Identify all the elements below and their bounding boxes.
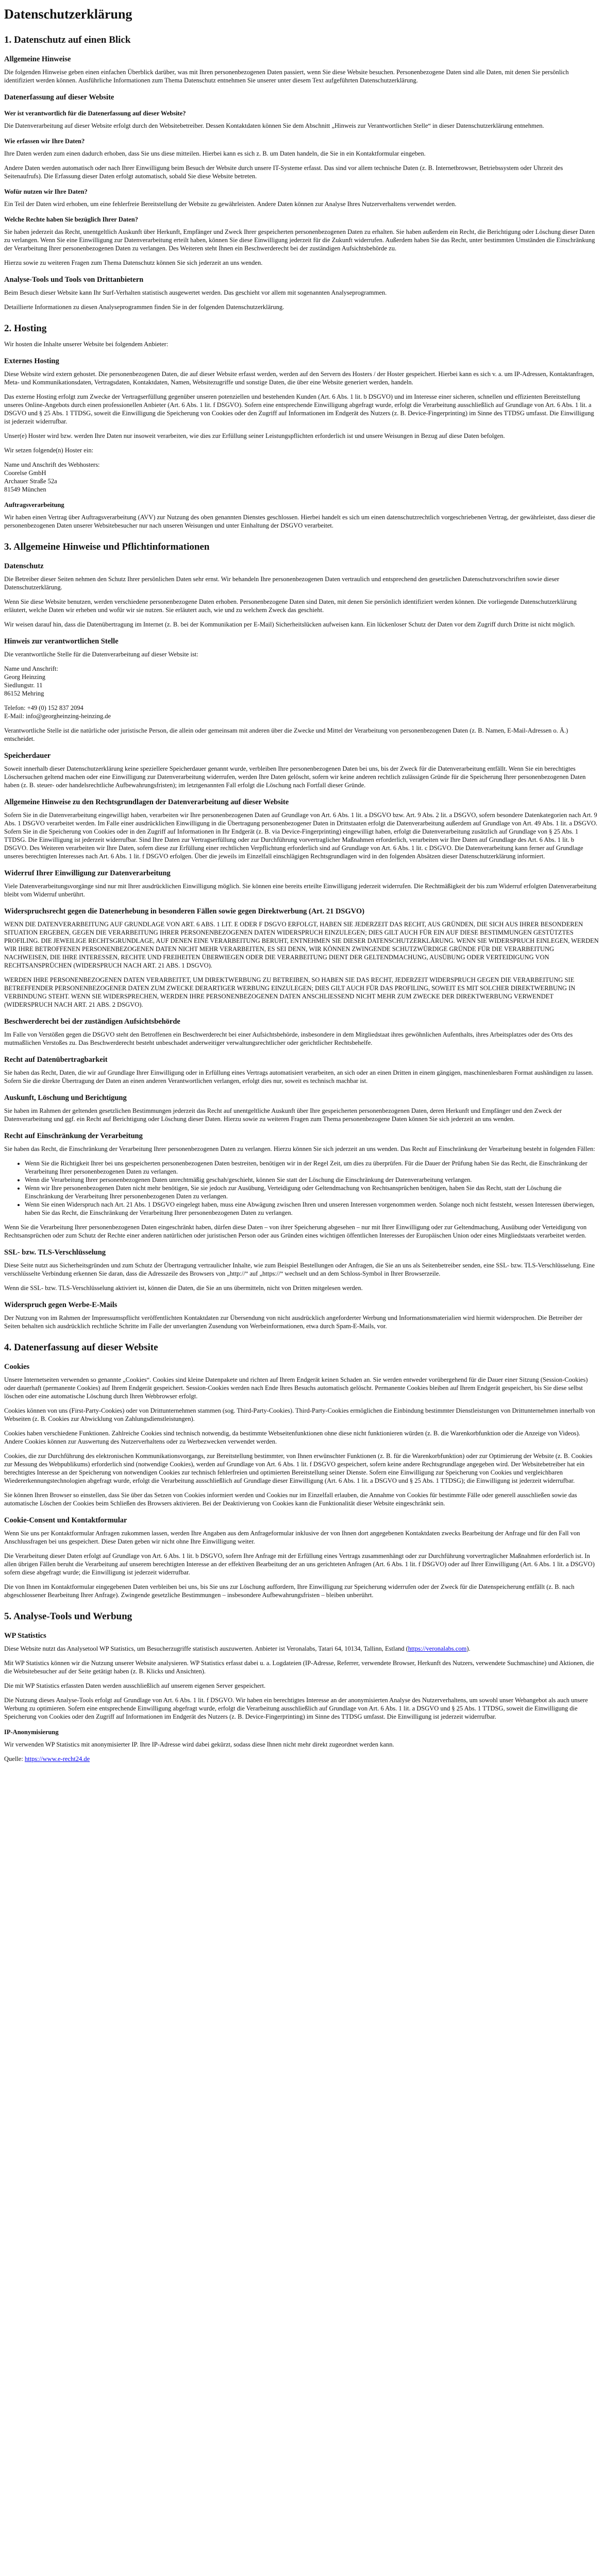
subsection-title: Speicherdauer <box>4 752 51 760</box>
hoster-address <box>4 461 599 494</box>
text-fragment: ). <box>466 1645 471 1652</box>
address-line: Georg Heinzing <box>4 673 45 681</box>
subsection-title: Auskunft, Löschung und Berichtigung <box>4 1094 127 1102</box>
list-item: • Wenn Sie einen Widerspruch nach Art. 21 Abs. 1 DSGVO eingelegt haben, muss eine Abwägung zwischen Ihren und unseren Interessen vorgenommen werden. Solange noch nicht feststeht, wessen Interessen überwiegen, haben Sie das Recht, die Einschränkung der Verarbeitung Ihrer personenbezogenen Daten zu verlangen. <box>25 1200 599 1217</box>
paragraph: Diese Seite nutzt aus Sicherheitsgründen und zum Schutz der Übertragung vertraulicher Inhalte, wie zum Beispiel Bestellungen oder Anfragen, die Sie an uns als Seitenbetreiber senden, eine SSL- bzw. TLS-Verschlüsselung. Eine verschlüsselte Verbindung erkennen Sie daran, dass die Adresszeile des Browsers von „http://“ auf „https://“ wechselt und an dem Schloss-Symbol in Ihrer Browserzeile. <box>4 1262 595 1277</box>
email-line: E-Mail: info@georgheinzing-heinzing.de <box>4 713 111 720</box>
paragraph: Wir setzen folgende(n) Hoster ein: <box>4 447 94 454</box>
address-line: 86152 Mehring <box>4 690 44 697</box>
responsible-contact <box>4 704 599 720</box>
phone-line: Telefon: +49 (0) 152 837 2094 <box>4 704 83 711</box>
subsection-title: Beschwerderecht bei der zuständigen Aufsichtsbehörde <box>4 1018 180 1026</box>
paragraph: Ein Teil der Daten wird erhoben, um eine fehlerfreie Bereitstellung der Website zu gewährleisten. Andere Daten können zur Analyse Ihres Nutzerverhaltens verwendet werden. <box>4 200 457 208</box>
paragraph: Viele Datenverarbeitungsvorgänge sind nur mit Ihrer ausdrücklichen Einwilligung möglich. Sie können eine bereits erteilte Einwilligung jederzeit widerrufen. Die Rechtmäßigkeit der bis zum Widerruf erfolgten Datenverarbeitung bleibt vom Widerruf unberührt. <box>4 883 597 898</box>
page-title: Datenschutzerklärung <box>4 7 132 22</box>
address-line: Coorelse GmbH <box>4 469 46 477</box>
paragraph: Diese Website wird extern gehostet. Die personenbezogenen Daten, die auf dieser Website erfasst werden, werden auf den Servern des Hosters / der Hoster gespeichert. Hierbei kann es sich v. a. um IP-Adressen, Kontaktanfragen, Meta- und Kommunikationsdaten, Vertragsdaten, Kontaktdaten, Namen, Websitezugriffe und sonstige Daten, die über eine Website generiert werden, handeln. <box>4 370 594 386</box>
address-line: Name und Anschrift des Webhosters: <box>4 461 100 468</box>
paragraph <box>4 1645 599 1653</box>
paragraph: Verantwortliche Stelle ist die natürliche oder juristische Person, die allein oder gemeinsam mit anderen über die Zwecke und Mittel der Verarbeitung von personenbezogenen Daten (z. B. Namen, E-Mail-Adressen o. Ä.) entscheidet. <box>4 727 568 742</box>
list-item: • Wenn die Verarbeitung Ihrer personenbezogenen Daten unrechtmäßig geschah/geschieht, können Sie statt der Löschung die Einschränkung der Datenverarbeitung verlangen. <box>25 1176 599 1184</box>
paragraph: Cookies, die zur Durchführung des elektronischen Kommunikationsvorgangs, zur Bereitstellung bestimmter, von Ihnen erwünschter Funktionen (z. B. für die Warenkorbfunktion) oder zur Optimierung der Website (z. B. Cookies zur Messung des Webpublikums) erforderlich sind (notwendige Cookies), werden auf Grundlage von Art. 6 Abs. 1 lit. f DSGVO gespeichert, sofern keine andere Rechtsgrundlage angegeben wird. Der Websitebetreiber hat ein berechtigtes Interesse an der Speicherung von notwendigen Cookies zur technisch fehlerfreien und optimierten Bereitstellung seiner Dienste. Sofern eine Einwilligung zur Speicherung von Cookies und vergleichbaren Wiedererkennungstechnologien abgefragt wurde, erfolgt die Verarbeitung ausschließlich auf Grundlage dieser Einwilligung (Art. 6 Abs. 1 lit. a DSGVO und § 25 Abs. 1 TTDSG); die Einwilligung ist jederzeit widerrufbar. <box>4 1452 593 1484</box>
section-title: 1. Datenschutz auf einen Blick <box>4 35 131 45</box>
paragraph: Beim Besuch dieser Website kann Ihr Surf-Verhalten statistisch ausgewertet werden. Das geschieht vor allem mit sogenannten Analyseprogrammen. <box>4 289 387 296</box>
paragraph: Wenn Sie die Verarbeitung Ihrer personenbezogenen Daten eingeschränkt haben, dürfen diese Daten – von ihrer Speicherung abgesehen – nur mit Ihrer Einwilligung oder zur Geltendmachung, Ausübung oder Verteidigung von Rechtsansprüchen oder zum Schutz der Rechte einer anderen natürlichen oder juristischen Person oder aus Gründen eines wichtigen öffentlichen Interesses der Europäischen Union oder eines Mitgliedstaats verarbeitet werden. <box>4 1224 587 1239</box>
paragraph: Sie haben das Recht, Daten, die wir auf Grundlage Ihrer Einwilligung oder in Erfüllung eines Vertrags automatisiert verarbeiten, an sich oder an einen Dritten in einem gängigen, maschinenlesbaren Format aushändigen zu lassen. Sofern Sie die direkte Übertragung der Daten an einen anderen Verantwortlichen verlangen, erfolgt dies nur, soweit es technisch machbar ist. <box>4 1069 594 1084</box>
paragraph: Sie haben das Recht, die Einschränkung der Verarbeitung Ihrer personenbezogenen Daten zu verlangen. Hierzu können Sie sich jederzeit an uns wenden. Das Recht auf Einschränkung der Verarbeitung besteht in folgenden Fällen: <box>4 1145 595 1153</box>
section-title: 4. Datenerfassung auf dieser Website <box>4 1342 158 1353</box>
section-title: 5. Analyse-Tools und Werbung <box>4 1611 132 1622</box>
responsible-address <box>4 665 599 698</box>
subsection-title: Allgemeine Hinweise zu den Rechtsgrundlagen der Datenverarbeitung auf dieser Website <box>4 798 289 806</box>
paragraph: Sie haben im Rahmen der geltenden gesetzlichen Bestimmungen jederzeit das Recht auf unentgeltliche Auskunft über Ihre gespeicherten personenbezogenen Daten, deren Herkunft und Empfänger und den Zweck der Datenverarbeitung und ggf. ein Recht auf Berichtigung oder Löschung dieser Daten. Hierzu sowie zu weiteren Fragen zum Thema personenbezogene Daten können Sie sich jederzeit an uns wenden. <box>4 1107 562 1123</box>
address-line: 81549 München <box>4 486 46 493</box>
paragraph: Die Verarbeitung dieser Daten erfolgt auf Grundlage von Art. 6 Abs. 1 lit. b DSGVO, sofern Ihre Anfrage mit der Erfüllung eines Vertrags zusammenhängt oder zur Durchführung vorvertraglicher Maßnahmen erforderlich ist. In allen übrigen Fällen beruht die Verarbeitung auf unserem berechtigten Interesse an der effektiven Bearbeitung der an uns gerichteten Anfragen (Art. 6 Abs. 1 lit. f DSGVO) oder auf Ihrer Einwilligung (Art. 6 Abs. 1 lit. a DSGVO) sofern diese abgefragt wurde; die Einwilligung ist jederzeit widerrufbar. <box>4 1552 595 1576</box>
paragraph: Wir hosten die Inhalte unserer Website bei folgendem Anbieter: <box>4 341 169 348</box>
subsection-title: Datenschutz <box>4 562 44 570</box>
paragraph: Soweit innerhalb dieser Datenschutzerklärung keine speziellere Speicherdauer genannt wurde, verbleiben Ihre personenbezogenen Daten bei uns, bis der Zweck für die Datenverarbeitung entfällt. Wenn Sie ein berechtigtes Löschersuchen geltend machen oder eine Einwilligung zur Datenverarbeitung widerrufen, werden Ihre Daten gelöscht, sofern wir keine anderen rechtlich zulässigen Gründe für die Speicherung Ihrer personenbezogenen Daten haben (z. B. steuer- oder handelsrechtliche Aufbewahrungsfristen); im letztgenannten Fall erfolgt die Löschung nach Fortfall dieser Gründe. <box>4 765 586 789</box>
section-datenerfassung <box>4 1342 599 1599</box>
subsection-title: Widerruf Ihrer Einwilligung zur Datenverarbeitung <box>4 869 171 877</box>
subsection-title: Widerspruch gegen Werbe-E-Mails <box>4 1301 118 1309</box>
section-title: 2. Hosting <box>4 323 47 334</box>
paragraph: Unsere Internetseiten verwenden so genannte „Cookies“. Cookies sind kleine Datenpakete und richten auf Ihrem Endgerät keinen Schaden an. Sie werden entweder vorübergehend für die Dauer einer Sitzung (Session-Cookies) oder dauerhaft (permanente Cookies) auf Ihrem Endgerät gespeichert. Session-Cookies werden nach Ende Ihres Besuchs automatisch gelöscht. Permanente Cookies bleiben auf Ihrem Endgerät gespeichert, bis Sie diese selbst löschen oder eine automatische Löschung durch Ihren Webbrowser erfolgt. <box>4 1376 588 1400</box>
paragraph: Ihre Daten werden zum einen dadurch erhoben, dass Sie uns diese mitteilen. Hierbei kann es sich z. B. um Daten handeln, die Sie in ein Kontaktformular eingeben. <box>4 150 426 157</box>
paragraph: Wir weisen darauf hin, dass die Datenübertragung im Internet (z. B. bei der Kommunikation per E-Mail) Sicherheitslücken aufweisen kann. Ein lückenloser Schutz der Daten vor dem Zugriff durch Dritte ist nicht möglich. <box>4 621 575 628</box>
restriction-list <box>4 1159 599 1217</box>
section-analyse-tools <box>4 1611 599 1763</box>
address-line: Archauer Straße 52a <box>4 478 57 485</box>
paragraph: Wenn Sie diese Website benutzen, werden verschiedene personenbezogene Daten erhoben. Personenbezogene Daten sind Daten, mit denen Sie persönlich identifiziert werden können. Die vorliegende Datenschutzerklärung erläutert, welche Daten wir erheben und wofür wir sie nutzen. Sie erläutert auch, wie und zu welchem Zweck das geschieht. <box>4 598 577 614</box>
text-fragment: Diese Website nutzt das Analysetool WP Statistics, um Besucherzugriffe statistisch auszuwerten. Anbieter ist Veronalabs, Tatari 64, 10134, Tallinn, Estland ( <box>4 1645 408 1652</box>
subsection-title: WP Statistics <box>4 1632 46 1640</box>
question-heading: Wer ist verantwortlich für die Datenerfassung auf dieser Website? <box>4 110 186 117</box>
paragraph: Hierzu sowie zu weiteren Fragen zum Thema Datenschutz können Sie sich jederzeit an uns wenden. <box>4 259 263 266</box>
list-item: • Wenn Sie die Richtigkeit Ihrer bei uns gespeicherten personenbezogenen Daten bestreiten, benötigen wir in der Regel Zeit, um dies zu überprüfen. Für die Dauer der Prüfung haben Sie das Recht, die Einschränkung der Verarbeitung Ihrer personenbezogenen Daten zu verlangen. <box>25 1159 599 1176</box>
source-link[interactable]: https://www.e-recht24.de <box>24 1755 90 1762</box>
paragraph: Die Betreiber dieser Seiten nehmen den Schutz Ihrer persönlichen Daten sehr ernst. Wir behandeln Ihre personenbezogenen Daten vertraulich und entsprechend den gesetzlichen Datenschutzvorschriften sowie dieser Datenschutzerklärung. <box>4 575 559 591</box>
subsection-title: Analyse-Tools und Tools von Drittanbietern <box>4 276 144 284</box>
question-heading: Wie erfassen wir Ihre Daten? <box>4 138 85 145</box>
paragraph: Wenn Sie uns per Kontaktformular Anfragen zukommen lassen, werden Ihre Angaben aus dem Anfrageformular inklusive der von Ihnen dort angegebenen Kontaktdaten zwecks Bearbeitung der Anfrage und für den Fall von Anschlussfragen bei uns gespeichert. Diese Daten geben wir nicht ohne Ihre Einwilligung weiter. <box>4 1530 580 1545</box>
question-heading: IP-Anonymisierung <box>4 1728 59 1736</box>
paragraph: Das externe Hosting erfolgt zum Zwecke der Vertragserfüllung gegenüber unseren potenziellen und bestehenden Kunden (Art. 6 Abs. 1 lit. b DSGVO) und im Interesse einer sicheren, schnellen und effizienten Bereitstellung unseres Online-Angebots durch einen professionellen Anbieter (Art. 6 Abs. 1 lit. f DSGVO). Sofern eine entsprechende Einwilligung abgefragt wurde, erfolgt die Verarbeitung ausschließlich auf Grundlage von Art. 6 Abs. 1 lit. a DSGVO und § 25 Abs. 1 TTDSG, soweit die Einwilligung die Speicherung von Cookies oder den Zugriff auf Informationen im Endgerät des Nutzers (z. B. Device-Fingerprinting) im Sinne des TTDSG umfasst. Die Einwilligung ist jederzeit widerrufbar. <box>4 393 594 425</box>
paragraph: WENN DIE DATENVERARBEITUNG AUF GRUNDLAGE VON ART. 6 ABS. 1 LIT. E ODER F DSGVO ERFOLGT, HABEN SIE JEDERZEIT DAS RECHT, AUS GRÜNDEN, DIE SICH AUS IHRER BESONDEREN SITUATION ERGEBEN, GEGEN DIE VERARBEITUNG IHRER PERSONENBEZOGENEN DATEN WIDERSPRUCH EINZULEGEN; DIES GILT AUCH FÜR EIN AUF DIESE BESTIMMUNGEN GESTÜTZTES PROFILING. DIE JEWEILIGE RECHTSGRUNDLAGE, AUF DENEN EINE VERARBEITUNG BERUHT, ENTNEHMEN SIE DIESER DATENSCHUTZERKLÄRUNG. WENN SIE WIDERSPRUCH EINLEGEN, WERDEN WIR IHRE BETROFFENEN PERSONENBEZOGENEN DATEN NICHT MEHR VERARBEITEN, ES SEI DENN, WIR KÖNNEN ZWINGENDE SCHUTZWÜRDIGE GRÜNDE FÜR DIE VERARBEITUNG NACHWEISEN, DIE IHRE INTERESSEN, RECHTE UND FREIHEITEN ÜBERWIEGEN ODER DIE VERARBEITUNG DIENT DER GELTENDMACHUNG, AUSÜBUNG ODER VERTEIDIGUNG VON RECHTSANSPRÜCHEN (WIDERSPRUCH NACH ART. 21 ABS. 1 DSGVO). <box>4 921 599 969</box>
subsection-title: Datenerfassung auf dieser Website <box>4 93 114 101</box>
subsection-title: Hinweis zur verantwortlichen Stelle <box>4 637 119 646</box>
veronalabs-link[interactable]: https://veronalabs.com <box>408 1645 467 1652</box>
subsection-title: Widerspruchsrecht gegen die Datenerhebung in besonderen Fällen sowie gegen Direktwerbung (Art. 21 DSGVO) <box>4 907 365 916</box>
paragraph: Wenn die SSL- bzw. TLS-Verschlüsselung aktiviert ist, können die Daten, die Sie an uns übermitteln, nicht von Dritten mitgelesen werden. <box>4 1284 363 1292</box>
subsection-title: Externes Hosting <box>4 357 59 365</box>
paragraph: Sofern Sie in die Datenverarbeitung eingewilligt haben, verarbeiten wir Ihre personenbezogenen Daten auf Grundlage von Art. 6 Abs. 1 lit. a DSGVO bzw. Art. 9 Abs. 2 lit. a DSGVO, sofern besondere Datenkategorien nach Art. 9 Abs. 1 DSGVO verarbeitet werden. Im Falle einer ausdrücklichen Einwilligung in die Übertragung personenbezogener Daten in Drittstaaten erfolgt die Datenverarbeitung außerdem auf Grundlage von Art. 49 Abs. 1 lit. a DSGVO. Sofern Sie in die Speicherung von Cookies oder in den Zugriff auf Informationen in Ihr Endgerät (z. B. via Device-Fingerprinting) eingewilligt haben, erfolgt die Datenverarbeitung zusätzlich auf Grundlage von § 25 Abs. 1 TTDSG. Die Einwilligung ist jederzeit widerrufbar. Sind Ihre Daten zur Vertragserfüllung oder zur Durchführung vorvertraglicher Maßnahmen erforderlich, verarbeiten wir Ihre Daten auf Grundlage des Art. 6 Abs. 1 lit. b DSGVO. Des Weiteren verarbeiten wir Ihre Daten, sofern diese zur Erfüllung einer rechtlichen Verpflichtung erforderlich sind auf Grundlage von Art. 6 Abs. 1 lit. c DSGVO. Die Datenverarbeitung kann ferner auf Grundlage unseres berechtigten Interesses nach Art. 6 Abs. 1 lit. f DSGVO erfolgen. Über die jeweils im Einzelfall einschlägigen Rechtsgrundlagen wird in den folgenden Absätzen dieser Datenschutzerklärung informiert. <box>4 811 598 860</box>
paragraph: Mit WP Statistics können wir die Nutzung unserer Website analysieren. WP Statistics erfasst dabei u. a. Logdateien (IP-Adresse, Referrer, verwendete Browser, Herkunft des Nutzers, verwendete Suchmaschine) und Aktionen, die die Websitebesucher auf der Seite getätigt haben (z. B. Klicks und Ansichten). <box>4 1659 594 1675</box>
section-hosting <box>4 323 599 530</box>
paragraph: Wir haben einen Vertrag über Auftragsverarbeitung (AVV) zur Nutzung des oben genannten Dienstes geschlossen. Hierbei handelt es sich um einen datenschutzrechtlich vorgeschriebenen Vertrag, der gewährleistet, dass dieser die personenbezogenen Daten unserer Websitebesucher nur nach unseren Weisungen und unter Einhaltung der DSGVO verarbeitet. <box>4 514 595 529</box>
paragraph: Sie haben jederzeit das Recht, unentgeltlich Auskunft über Herkunft, Empfänger und Zweck Ihrer gespeicherten personenbezogenen Daten zu erhalten. Sie haben außerdem ein Recht, die Berichtigung oder Löschung dieser Daten zu verlangen. Wenn Sie eine Einwilligung zur Datenverarbeitung erteilt haben, können Sie diese Einwilligung jederzeit für die Zukunft widerrufen. Außerdem haben Sie das Recht, unter bestimmten Umständen die Einschränkung der Verarbeitung Ihrer personenbezogenen Daten zu verlangen. Des Weiteren steht Ihnen ein Beschwerderecht bei der zuständigen Aufsichtsbehörde zu. <box>4 228 595 252</box>
paragraph: Andere Daten werden automatisch oder nach Ihrer Einwilligung beim Besuch der Website durch unsere IT-Systeme erfasst. Das sind vor allem technische Daten (z. B. Internetbrowser, Betriebssystem oder Uhrzeit des Seitenaufrufs). Die Erfassung dieser Daten erfolgt automatisch, sobald Sie diese Website betreten. <box>4 164 563 180</box>
paragraph: Im Falle von Verstößen gegen die DSGVO steht den Betroffenen ein Beschwerderecht bei einer Aufsichtsbehörde, insbesondere in dem Mitgliedstaat ihres gewöhnlichen Aufenthalts, ihres Arbeitsplatzes oder des Orts des mutmaßlichen Verstoßes zu. Das Beschwerderecht besteht unbeschadet anderweitiger verwaltungsrechtlicher oder gerichtlicher Rechtsbehelfe. <box>4 1031 573 1046</box>
subsection-title: Allgemeine Hinweise <box>4 55 71 63</box>
paragraph: Unser(e) Hoster wird bzw. werden Ihre Daten nur insoweit verarbeiten, wie dies zur Erfüllung seiner Leistungspflichten erforderlich ist und unsere Weisungen in Bezug auf diese Daten befolgen. <box>4 432 505 439</box>
paragraph: Cookies können von uns (First-Party-Cookies) oder von Drittunternehmen stammen (sog. Third-Party-Cookies). Third-Party-Cookies ermöglichen die Einbindung bestimmter Dienstleistungen von Drittunternehmen innerhalb von Webseiten (z. B. Cookies zur Abwicklung von Zahlungsdienstleistungen). <box>4 1407 595 1422</box>
subsection-title: Recht auf Datenübertragbarkeit <box>4 1056 108 1064</box>
subsection-title: Cookie-Consent und Kontaktformular <box>4 1516 127 1524</box>
paragraph: Der Nutzung von im Rahmen der Impressumspflicht veröffentlichten Kontaktdaten zur Übersendung von nicht ausdrücklich angeforderter Werbung und Informationsmaterialien wird hiermit widersprochen. Die Betreiber der Seiten behalten sich ausdrücklich rechtliche Schritte im Falle der unverlangten Zusendung von Werbeinformationen, etwa durch Spam-E-Mails, vor. <box>4 1314 582 1330</box>
question-heading: Auftragsverarbeitung <box>4 501 64 509</box>
paragraph: Die verantwortliche Stelle für die Datenverarbeitung auf dieser Website ist: <box>4 651 198 658</box>
paragraph: WERDEN IHRE PERSONENBEZOGENEN DATEN VERARBEITET, UM DIREKTWERBUNG ZU BETREIBEN, SO HABEN SIE DAS RECHT, JEDERZEIT WIDERSPRUCH GEGEN DIE VERARBEITUNG SIE BETREFFENDER PERSONENBEZOGENER DATEN ZUM ZWECKE DERARTIGER WERBUNG EINZULEGEN; DIES GILT AUCH FÜR DAS PROFILING, SOWEIT ES MIT SOLCHER DIREKTWERBUNG IN VERBINDUNG STEHT. WENN SIE WIDERSPRECHEN, WERDEN IHRE PERSONENBEZOGENEN DATEN ANSCHLIESSEND NICHT MEHR ZUM ZWECKE DER DIREKTWERBUNG VERWENDET (WIDERSPRUCH NACH ART. 21 ABS. 2 DSGVO). <box>4 976 576 1008</box>
paragraph: Wir verwenden WP Statistics mit anonymisierter IP. Ihre IP-Adresse wird dabei gekürzt, sodass diese Ihnen nicht mehr direkt zugeordnet werden kann. <box>4 1741 394 1748</box>
paragraph: Die mit WP Statistics erfassten Daten werden ausschließlich auf unserem eigenen Server gespeichert. <box>4 1682 266 1689</box>
paragraph: Die Datenverarbeitung auf dieser Website erfolgt durch den Websitebetreiber. Dessen Kontaktdaten können Sie dem Abschnitt „Hinweis zur Verantwortlichen Stelle“ in dieser Datenschutzerklärung entnehmen. <box>4 122 544 129</box>
subsection-title: Cookies <box>4 1363 30 1371</box>
paragraph: Detaillierte Informationen zu diesen Analyseprogrammen finden Sie in der folgenden Datenschutzerklärung. <box>4 303 284 311</box>
section-title: 3. Allgemeine Hinweise und Pflichtinformationen <box>4 541 210 552</box>
address-line: Name und Anschrift: <box>4 665 58 672</box>
paragraph: Cookies haben verschiedene Funktionen. Zahlreiche Cookies sind technisch notwendig, da bestimmte Webseitenfunktionen ohne diese nicht funktionieren würden (z. B. die Warenkorbfunktion oder die Anzeige von Videos). Andere Cookies können zur Auswertung des Nutzerverhaltens oder zu Werbezwecken verwendet werden. <box>4 1430 580 1445</box>
source-label: Quelle: <box>4 1755 25 1762</box>
subsection-title: SSL- bzw. TLS-Verschlüsselung <box>4 1248 106 1257</box>
question-heading: Welche Rechte haben Sie bezüglich Ihrer Daten? <box>4 216 138 223</box>
question-heading: Wofür nutzen wir Ihre Daten? <box>4 188 88 195</box>
paragraph: Die folgenden Hinweise geben einen einfachen Überblick darüber, was mit Ihren personenbezogenen Daten passiert, wenn Sie diese Website besuchen. Personenbezogene Daten sind alle Daten, mit denen Sie persönlich identifiziert werden können. Ausführliche Informationen zum Thema Datenschutz entnehmen Sie unserer unter diesem Text aufgeführten Datenschutzerklärung. <box>4 69 569 84</box>
list-item: • Wenn wir Ihre personenbezogenen Daten nicht mehr benötigen, Sie sie jedoch zur Ausübung, Verteidigung oder Geltendmachung von Rechtsansprüchen benötigen, haben Sie das Recht, statt der Löschung die Einschränkung der Verarbeitung Ihrer personenbezogenen Daten zu verlangen. <box>25 1184 599 1200</box>
paragraph: Die Nutzung dieses Analyse-Tools erfolgt auf Grundlage von Art. 6 Abs. 1 lit. f DSGVO. Wir haben ein berechtigtes Interesse an der anonymisierten Analyse des Nutzerverhaltens, um sowohl unser Webangebot als auch unsere Werbung zu optimieren. Sofern eine entsprechende Einwilligung abgefragt wurde, erfolgt die Verarbeitung ausschließlich auf Grundlage von Art. 6 Abs. 1 lit. a DSGVO und § 25 Abs. 1 TTDSG, soweit die Einwilligung die Speicherung von Cookies oder den Zugriff auf Informationen im Endgerät des Nutzers (z. B. Device-Fingerprinting) im Sinne des TTDSG umfasst. Die Einwilligung ist jederzeit widerrufbar. <box>4 1697 588 1720</box>
address-line: Siedlungstr. 11 <box>4 682 43 689</box>
section-allgemeine-hinweise <box>4 541 599 1330</box>
paragraph: Sie können Ihren Browser so einstellen, dass Sie über das Setzen von Cookies informiert werden und Cookies nur im Einzelfall erlauben, die Annahme von Cookies für bestimmte Fälle oder generell ausschließen sowie das automatische Löschen der Cookies beim Schließen des Browsers aktivieren. Bei der Deaktivierung von Cookies kann die Funktionalität dieser Website eingeschränkt sein. <box>4 1492 577 1507</box>
section-datenschutz-ueberblick <box>4 34 599 311</box>
source-line <box>4 1755 599 1763</box>
subsection-title: Recht auf Einschränkung der Verarbeitung <box>4 1132 143 1140</box>
paragraph: Die von Ihnen im Kontaktformular eingegebenen Daten verbleiben bei uns, bis Sie uns zur Löschung auffordern, Ihre Einwilligung zur Speicherung widerrufen oder der Zweck für die Datenspeicherung entfällt (z. B. nach abgeschlossener Bearbeitung Ihrer Anfrage). Zwingende gesetzliche Bestimmungen – insbesondere Aufbewahrungsfristen – bleiben unberührt. <box>4 1583 575 1599</box>
